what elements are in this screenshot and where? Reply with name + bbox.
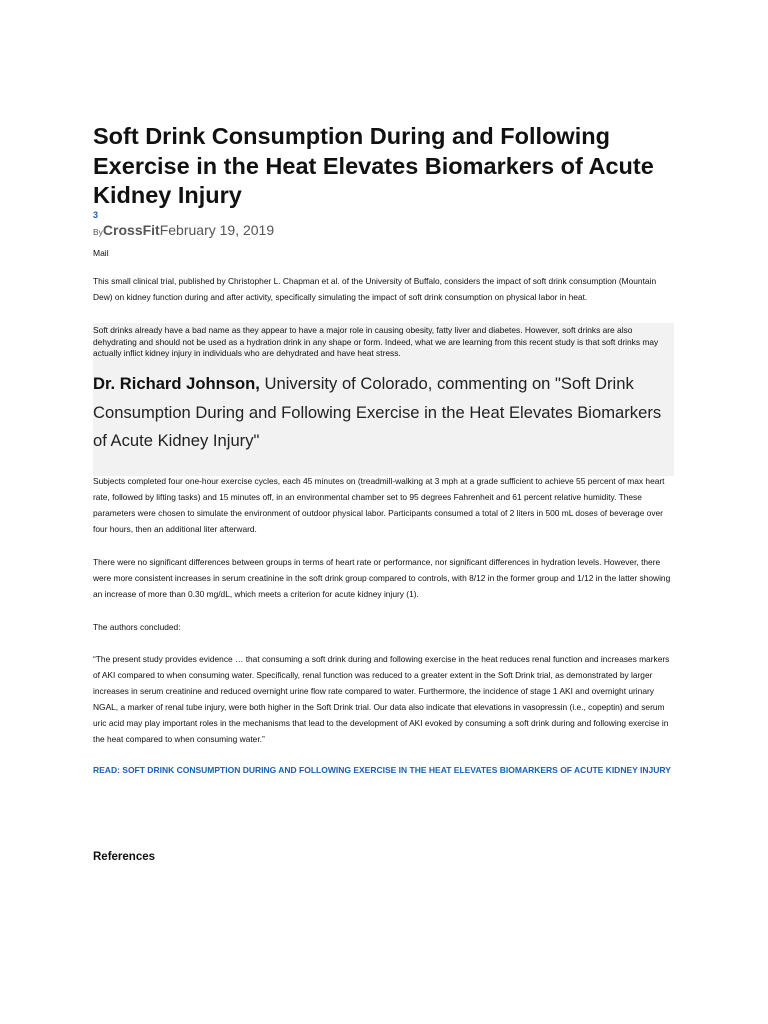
references-heading: References bbox=[93, 851, 156, 863]
mail-share-link[interactable]: Mail bbox=[93, 248, 109, 258]
attribution-rest: University of Colorado, commenting on "Soft Drink Consumption During and Following Exercise in the Heat Elevates Biomarkers of Acute Kidney Injury" bbox=[93, 374, 662, 450]
comment-count-link[interactable]: 3 bbox=[93, 210, 99, 220]
article-title: Soft Drink Consumption During and Following Exercise in the Heat Elevates Biomarkers of Acute Kidney Injury bbox=[93, 123, 654, 208]
publish-date: February 19, 2019 bbox=[159, 222, 275, 238]
byline bbox=[93, 222, 274, 240]
byline-by: By bbox=[93, 227, 103, 237]
concluded-intro: The authors concluded: bbox=[93, 622, 181, 632]
author-link[interactable]: CrossFit bbox=[102, 222, 160, 238]
attribution-name: Dr. Richard Johnson, bbox=[93, 374, 260, 393]
highlight-text: Soft drinks already have a bad name as they appear to have a major role in causing obesity, fatty liver and diabetes. However, soft drinks are also dehydrating and should not be used as a hydration drink in any shape or form. Indeed, what we are learning from this recent study is that soft drinks may actually inflict kidney injury in individuals who are dehydrated and have heat stress. bbox=[93, 325, 659, 358]
conclusion-quote: “The present study provides evidence … that consuming a soft drink during and following exercise in the heat reduces renal function and increases markers of AKI compared to when consuming water. Specifically, renal function was reduced to a greater extent in the Soft Drink trial, as demonstrated by larger increases in serum creatinine and reduced overnight urine flow rate compared to water. Furthermore, the incidence of stage 1 AKI and overnight urinary NGAL, a marker of renal tube injury, were both higher in the Soft Drink trial. Our data also indicate that elevations in vasopressin (i.e., copeptin) and serum uric acid may play important roles in the mechanisms that lead to the development of AKI evoked by consuming a soft drink during and following exercise in the heat compared to when consuming water.” bbox=[93, 654, 670, 744]
read-study-link[interactable]: READ: SOFT DRINK CONSUMPTION DURING AND FOLLOWING EXERCISE IN THE HEAT ELEVATES BIOMARKERS OF ACUTE KIDNEY INJURY bbox=[93, 765, 671, 775]
methods-paragraph: Subjects completed four one-hour exercise cycles, each 45 minutes on (treadmill-walking at 3 mph at a grade sufficient to achieve 55 percent of max heart rate, followed by lifting tasks) and 15 minutes off, in an environmental chamber set to 95 degrees Fahrenheit and 61 percent relative humidity. These parameters were chosen to simulate the environment of outdoor physical labor. Participants consumed a total of 2 liters in 500 mL doses of beverage over four hours, then an additional liter afterward. bbox=[93, 476, 665, 534]
results-paragraph: There were no significant differences between groups in terms of heart rate or performance, nor significant differences in hydration levels. However, there were more consistent increases in serum creatinine in the soft drink group compared to controls, with 8/12 in the former group and 1/12 in the latter showing an increase of more than 0.30 mg/dL, which meets a criterion for acute kidney injury (1). bbox=[93, 557, 671, 599]
intro-paragraph: This small clinical trial, published by Christopher L. Chapman et al. of the University of Buffalo, considers the impact of soft drink consumption (Mountain Dew) on kidney function during and after activity, specifically simulating the impact of soft drink consumption on physical labor in heat. bbox=[93, 276, 657, 302]
highlight-box bbox=[93, 323, 674, 476]
highlight-attribution bbox=[93, 370, 673, 456]
